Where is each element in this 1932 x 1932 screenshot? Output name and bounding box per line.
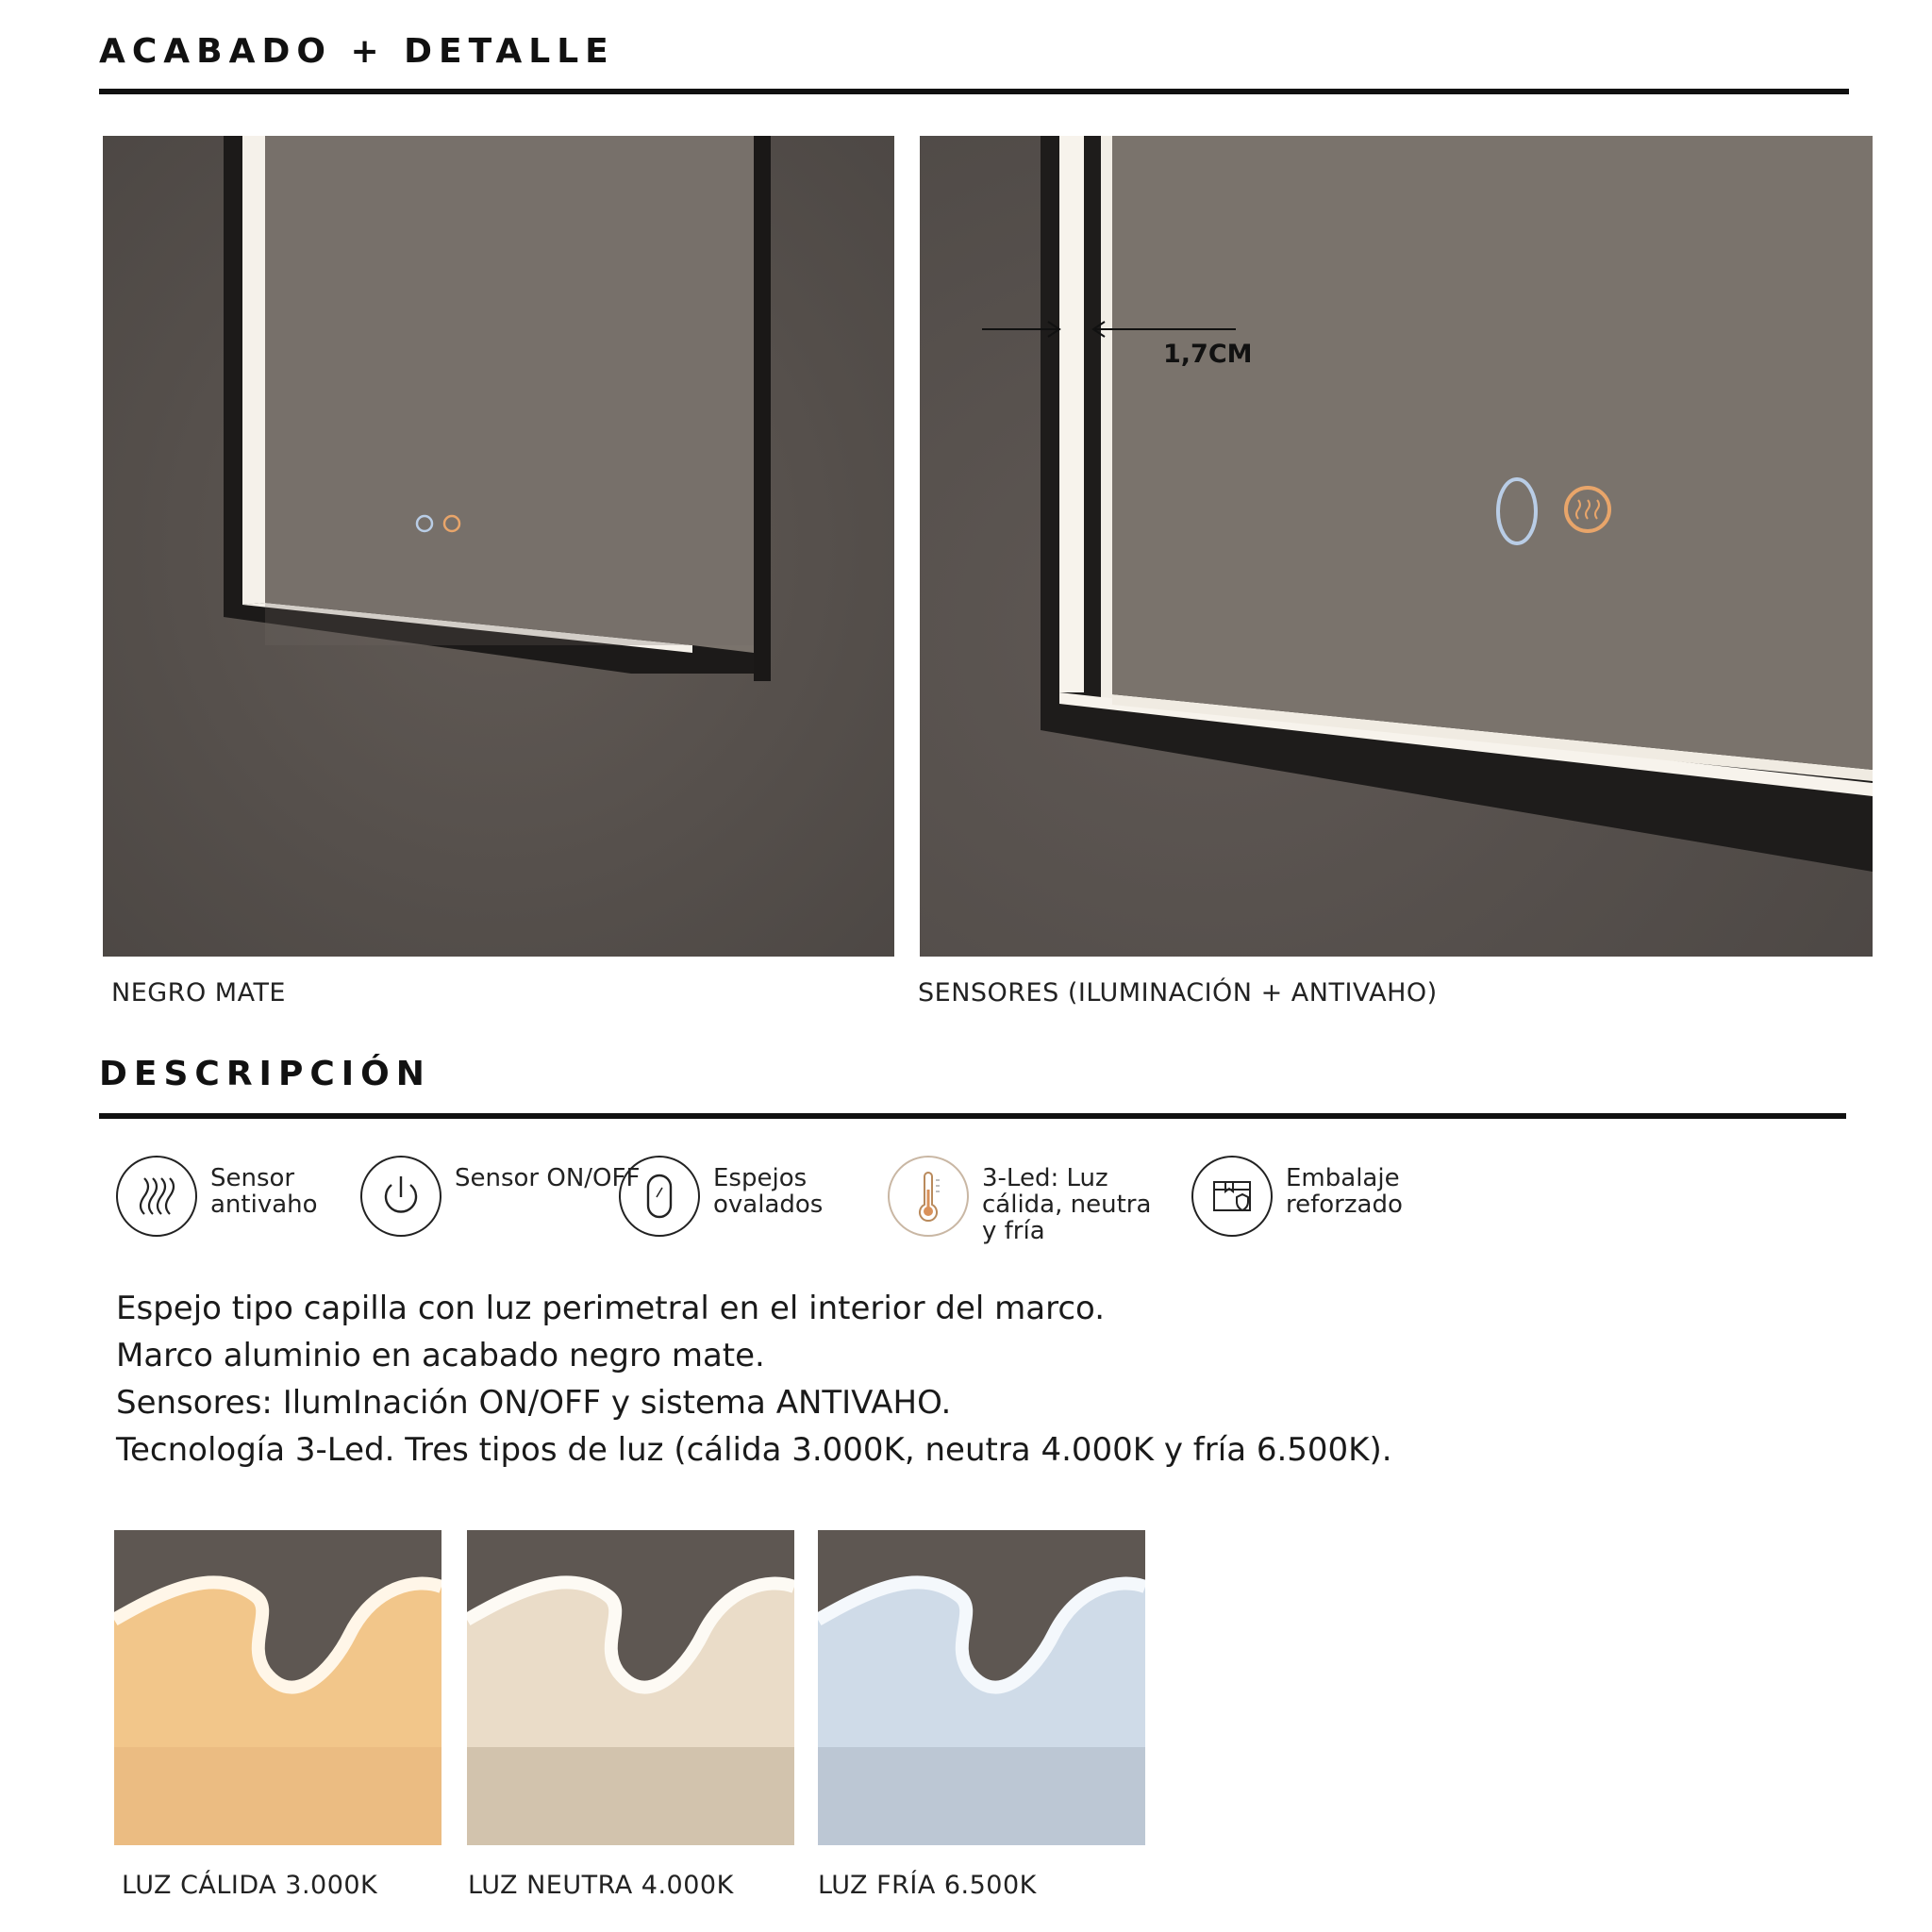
photo-sensors-detail: [920, 136, 1873, 957]
feature-anti-fog: [116, 1156, 399, 1237]
feature-label: Sensor ON/OFF: [455, 1164, 641, 1192]
feature-label: Sensor antivaho: [210, 1164, 318, 1219]
feature-label: 3-Led: Luz cálida, neutra y fría: [982, 1164, 1152, 1245]
feature-3-led: [888, 1156, 1171, 1244]
measurement-label: 1,7CM: [1163, 340, 1253, 369]
description-line: Marco aluminio en acabado negro mate.: [116, 1337, 765, 1374]
photo-matte-black-mirror: [103, 136, 894, 957]
feature-on-off: [360, 1156, 643, 1237]
feature-label: Embalaje reforzado: [1286, 1164, 1403, 1219]
oval-mirror-icon: [619, 1156, 700, 1237]
package-icon: [1191, 1156, 1273, 1237]
steam-waves-icon: [116, 1156, 197, 1237]
photo-cold-light: [818, 1530, 1145, 1845]
photo-neutral-light: [467, 1530, 794, 1845]
section-rule: [99, 1113, 1846, 1119]
feature-packaging: [1191, 1156, 1474, 1237]
feature-oval-mirrors: [619, 1156, 902, 1237]
caption-matte-black: NEGRO MATE: [111, 978, 286, 1008]
caption-neutral-light: LUZ NEUTRA 4.000K: [468, 1871, 734, 1900]
caption-cold-light: LUZ FRÍA 6.500K: [818, 1871, 1037, 1900]
description-line: Tecnología 3-Led. Tres tipos de luz (cálida 3.000K, neutra 4.000K y fría 6.500K).: [116, 1431, 1392, 1469]
description-line: Sensores: IlumInación ON/OFF y sistema ANTIVAHO.: [116, 1384, 952, 1422]
photo-warm-light: [114, 1530, 441, 1845]
caption-warm-light: LUZ CÁLIDA 3.000K: [122, 1871, 378, 1900]
thermometer-icon: [888, 1156, 969, 1237]
section-title-finish: ACABADO + DETALLE: [99, 32, 615, 71]
description-line: Espejo tipo capilla con luz perimetral en el interior del marco.: [116, 1290, 1106, 1327]
caption-sensors: SENSORES (ILUMINACIÓN + ANTIVAHO): [918, 978, 1438, 1008]
power-icon: [360, 1156, 441, 1237]
section-rule: [99, 89, 1849, 94]
feature-label: Espejos ovalados: [713, 1164, 824, 1219]
section-title-description: DESCRIPCIÓN: [99, 1055, 431, 1093]
description-text: [116, 1285, 1392, 1474]
